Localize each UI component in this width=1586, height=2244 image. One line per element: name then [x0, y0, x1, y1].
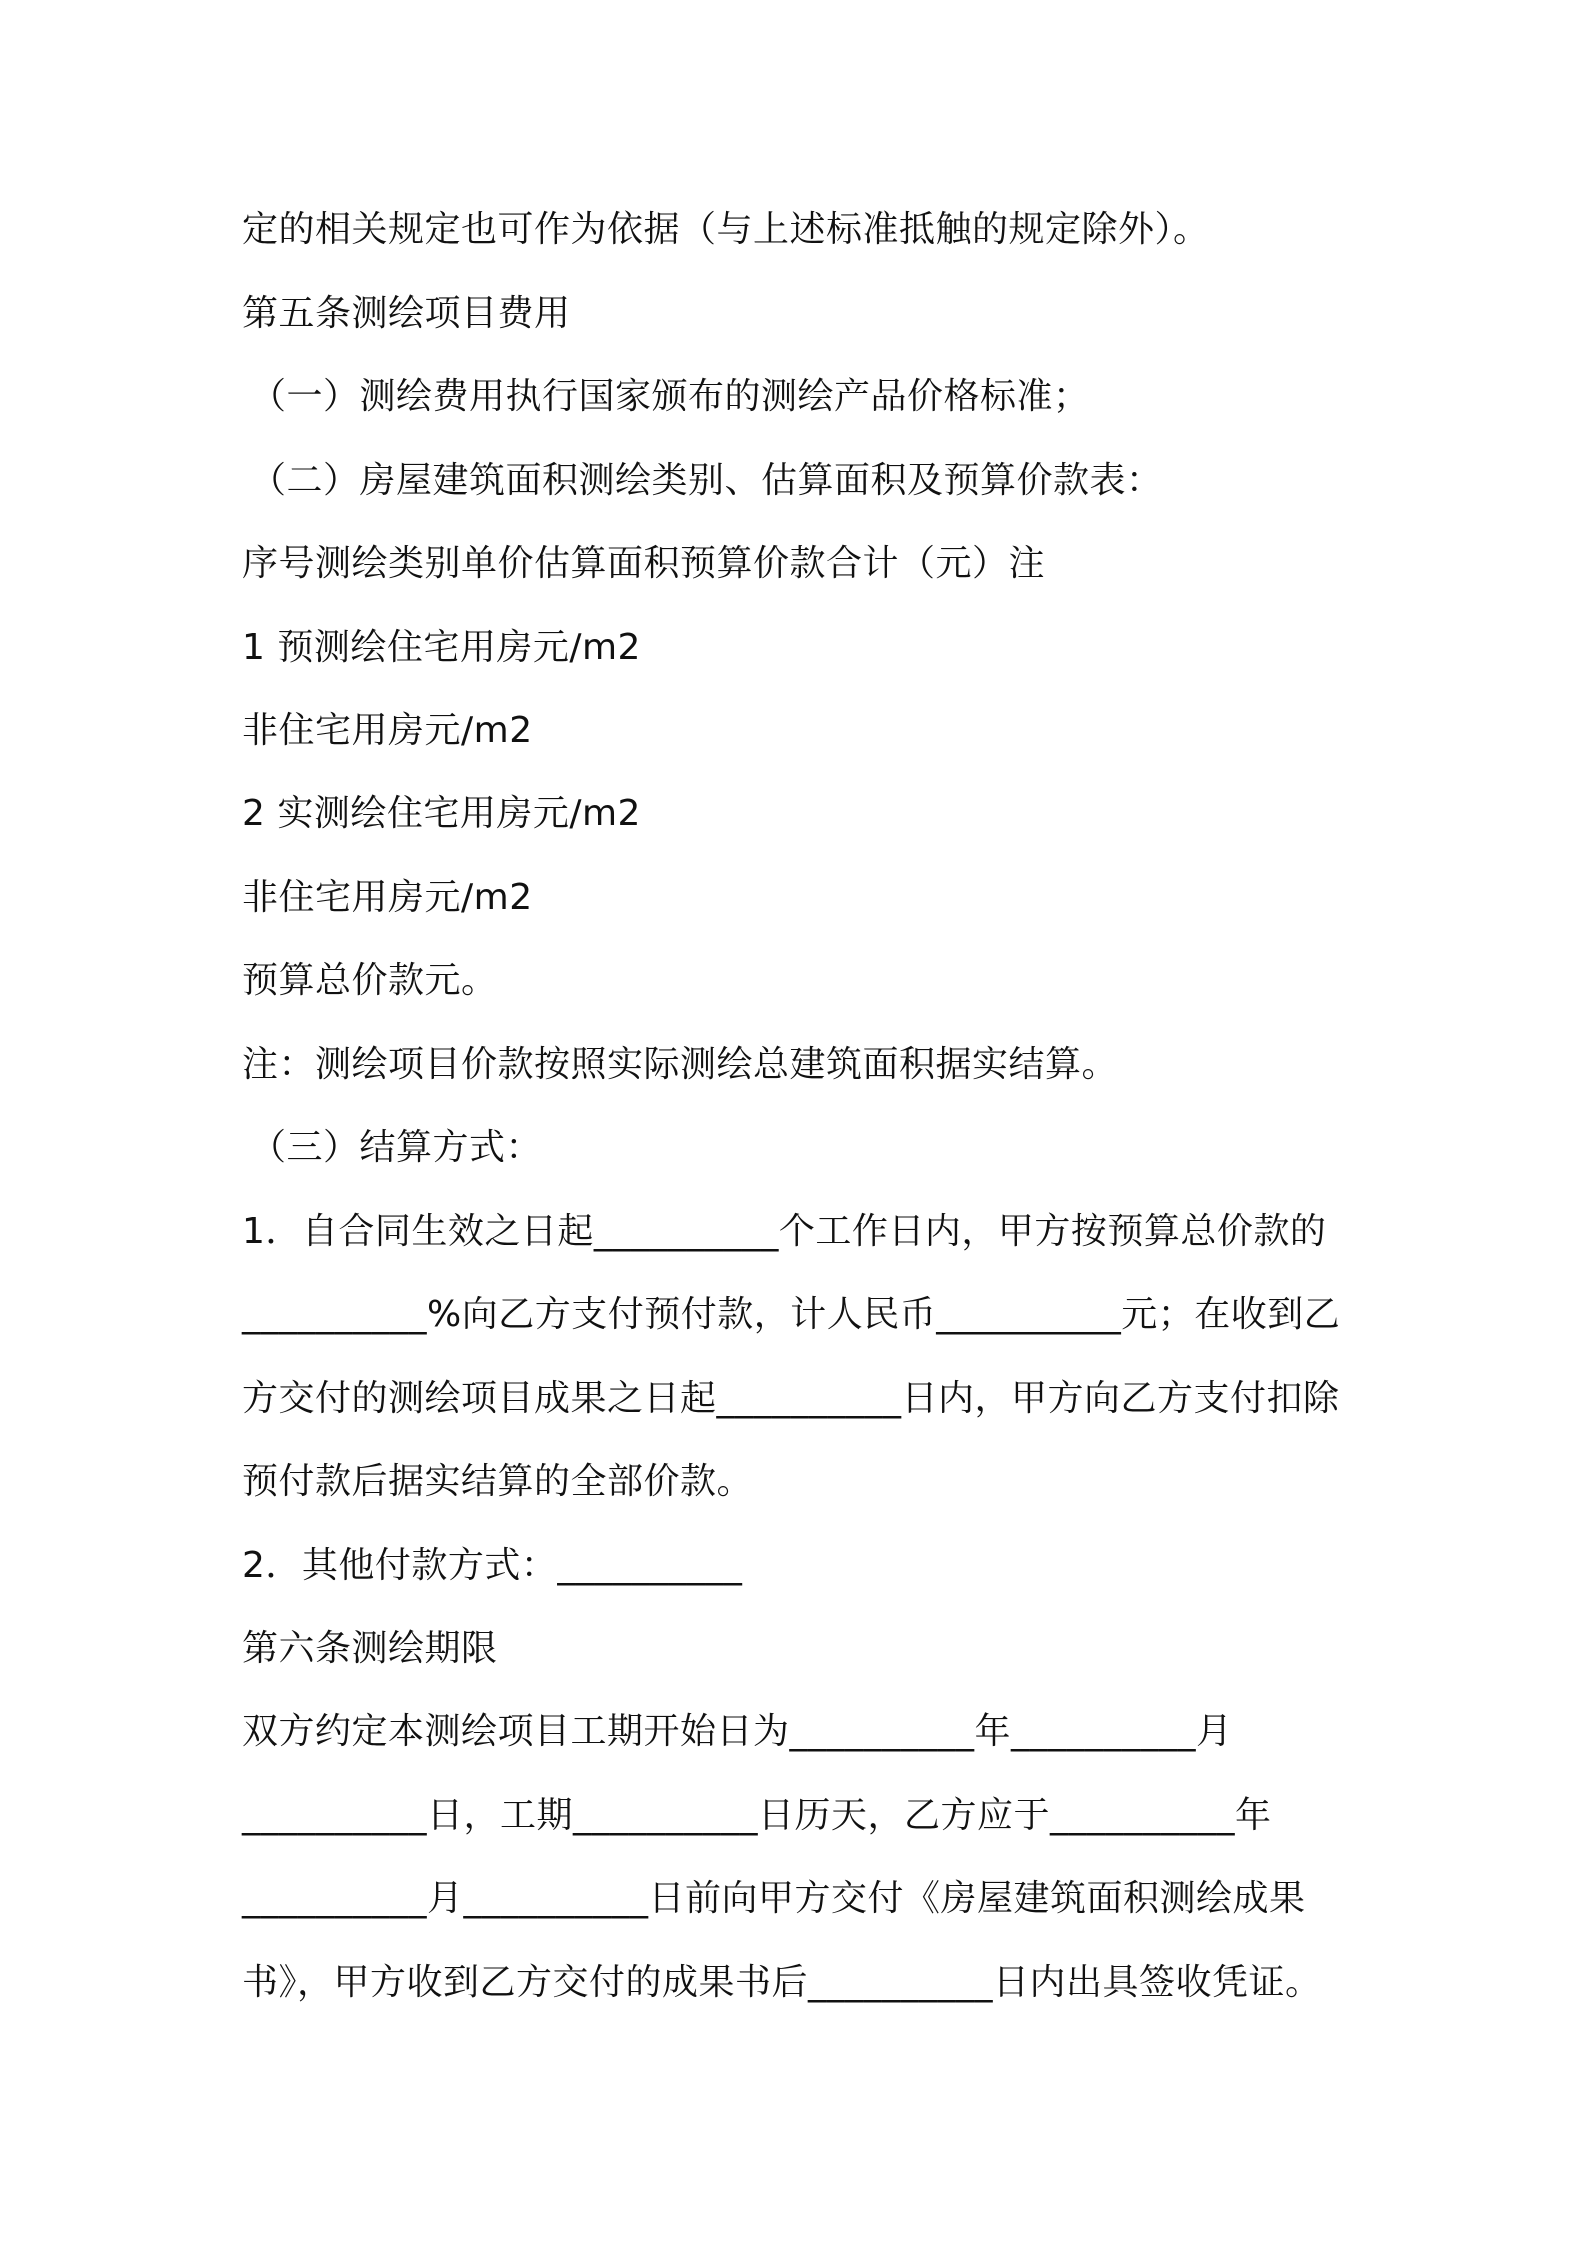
text-line-clause-2: （二）房屋建筑面积测绘类别、估算面积及预算价款表：: [250, 460, 1163, 501]
heading-article-5: 第五条测绘项目费用: [242, 293, 571, 334]
text-line-note: 注：测绘项目价款按照实际测绘总建筑面积据实结算。: [242, 1044, 1119, 1085]
text-line-row-1: 1 预测绘住宅用房元/m2: [242, 627, 641, 668]
text-line-period-a: 双方约定本测绘项目工期开始日为__________年__________月: [242, 1711, 1233, 1752]
text-line-row-2: 2 实测绘住宅用房元/m2: [242, 793, 641, 834]
text-line-total: 预算总价款元。: [242, 960, 498, 1001]
text-line-period-c: __________月__________日前向甲方交付《房屋建筑面积测绘成果: [242, 1878, 1306, 1919]
text-line-table-header: 序号测绘类别单价估算面积预算价款合计（元）注: [242, 543, 1046, 584]
text-line-payment-1a: 1．自合同生效之日起__________个工作日内，甲方按预算总价款的: [242, 1211, 1327, 1252]
text-line-period-b: __________日，工期__________日历天，乙方应于__________年: [242, 1795, 1272, 1836]
text-line-period-d: 书》，甲方收到乙方交付的成果书后__________日内出具签收凭证。: [242, 1962, 1322, 2003]
text-line-payment-1d: 预付款后据实结算的全部价款。: [242, 1461, 754, 1502]
text-line-row-2b: 非住宅用房元/m2: [242, 877, 533, 918]
text-line-payment-1b: __________%向乙方支付预付款，计人民币__________元；在收到乙: [242, 1294, 1341, 1335]
text-line-clause-3: （三）结算方式：: [250, 1127, 543, 1168]
text-line-clause-1: （一）测绘费用执行国家颁布的测绘产品价格标准；: [250, 376, 1090, 417]
text-line-row-1b: 非住宅用房元/m2: [242, 710, 533, 751]
text-line-payment-1c: 方交付的测绘项目成果之日起__________日内，甲方向乙方支付扣除: [242, 1378, 1340, 1419]
heading-article-6: 第六条测绘期限: [242, 1628, 498, 1669]
text-line-basis: 定的相关规定也可作为依据（与上述标准抵触的规定除外）。: [242, 209, 1210, 250]
text-line-payment-2: 2．其他付款方式：__________: [242, 1545, 743, 1586]
